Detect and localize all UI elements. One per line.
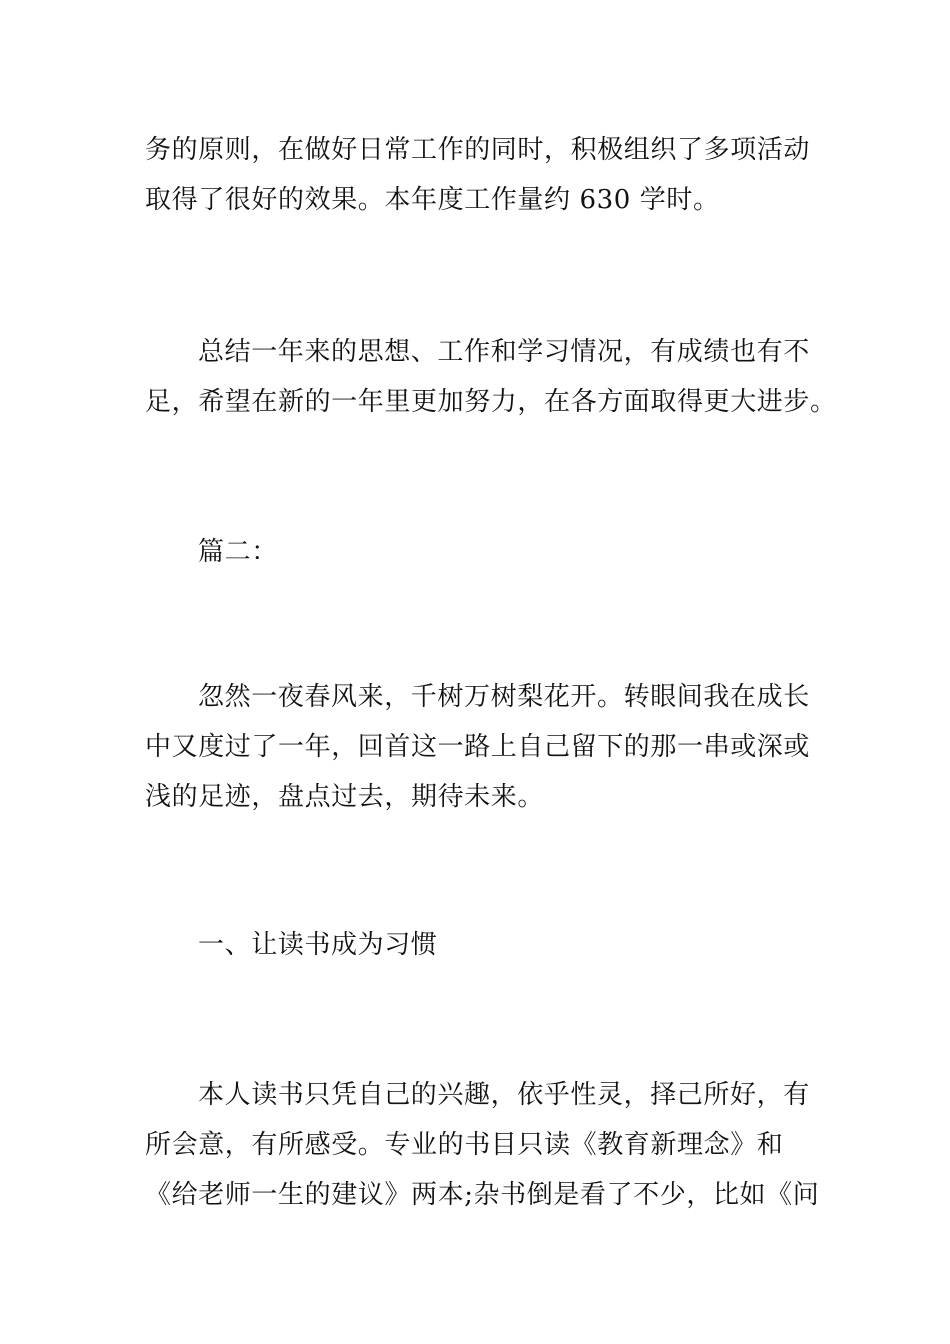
paragraph-4-line-2: 中又度过了一年，回首这一路上自己留下的那一串或深或 [145, 732, 811, 762]
section-heading-part-two: 篇二： [198, 537, 278, 567]
paragraph-6-line-3: 《给老师一生的建议》两本;杂书倒是看了不少，比如《问 [145, 1180, 820, 1210]
paragraph-6-line-2: 所会意，有所感受。专业的书目只读《教育新理念》和 [145, 1130, 784, 1160]
paragraph-2-line-2: 足，希望在新的一年里更加努力，在各方面取得更大进步。 [145, 387, 837, 417]
paragraph-1-line-2: 取得了很好的效果。本年度工作量约 630 学时。 [145, 185, 720, 215]
paragraph-6-line-1: 本人读书只凭自己的兴趣，依乎性灵，择己所好，有 [198, 1080, 810, 1110]
paragraph-4-line-1: 忽然一夜春风来，千树万树梨花开。转眼间我在成长 [198, 682, 810, 712]
paragraph-1-line-1: 务的原则，在做好日常工作的同时，积极组织了多项活动 [145, 135, 811, 165]
paragraph-2-line-1: 总结一年来的思想、工作和学习情况，有成绩也有不 [198, 337, 810, 367]
paragraph-4-line-3: 浅的足迹，盘点过去，期待未来。 [145, 782, 545, 812]
subheading-reading-habit: 一、让读书成为习惯 [198, 930, 438, 960]
